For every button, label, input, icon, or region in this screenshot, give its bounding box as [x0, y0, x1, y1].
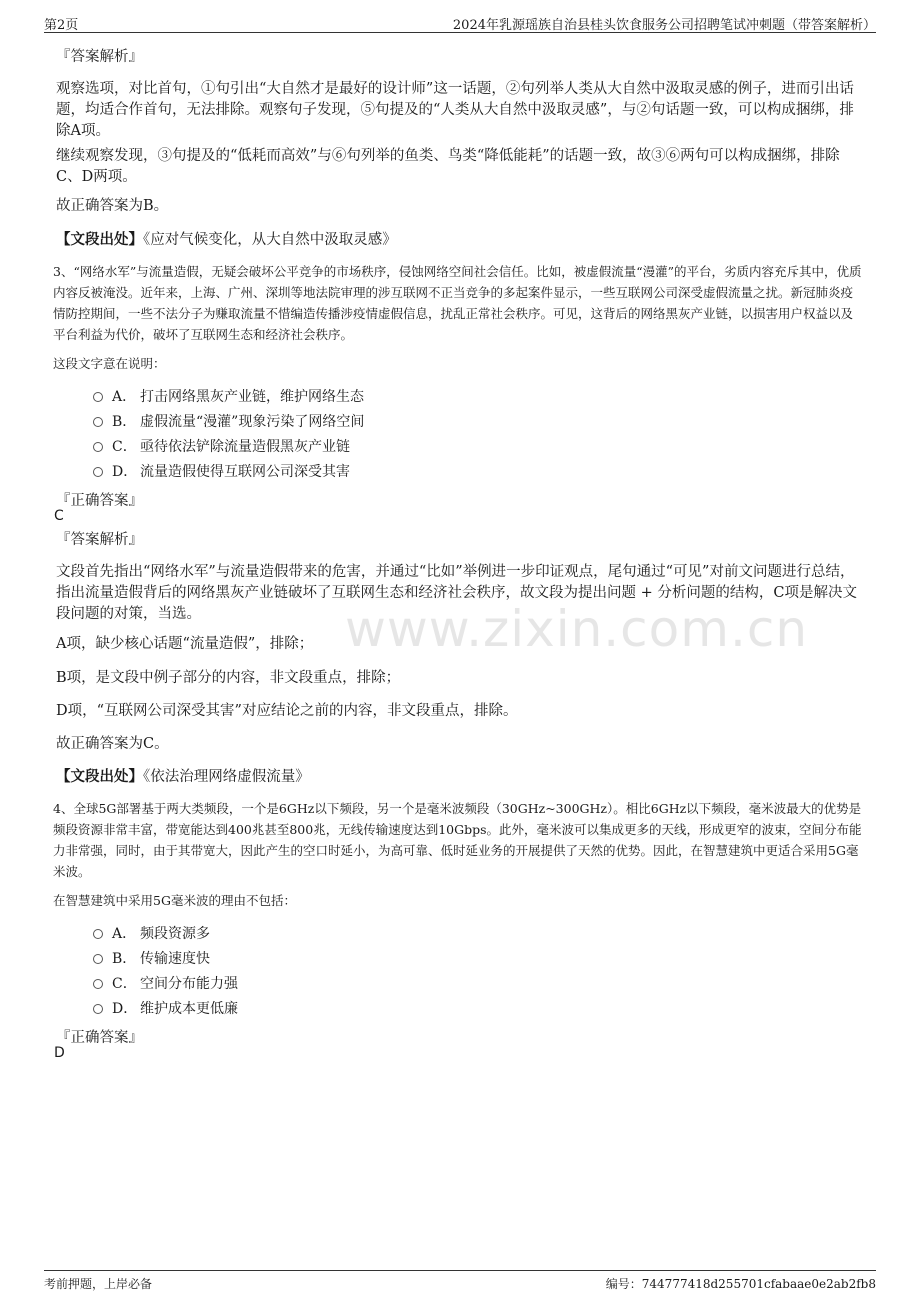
q3-option-c[interactable]: C． 亟待依法铲除流量造假黑灰产业链	[93, 436, 350, 458]
document-title: 2024年乳源瑶族自治县桂头饮食服务公司招聘笔试冲刺题（带答案解析）	[452, 18, 876, 33]
q4-question: 在智慧建筑中采用5G毫米波的理由不包括：	[53, 893, 296, 908]
q4-correct-answer: D	[54, 1045, 65, 1061]
q4-option-d[interactable]: D． 维护成本更低廉	[93, 998, 238, 1020]
page-header	[44, 12, 876, 33]
q3-analysis-a: A项，缺少核心话题“流量造假”，排除；	[56, 636, 314, 652]
q3-option-b[interactable]: B． 虚假流量“漫灌”现象污染了网络空间	[93, 411, 364, 433]
page-footer	[44, 1270, 876, 1293]
q2-analysis-para2: 继续观察发现，③句提及的“低耗而高效”与⑥句列举的鱼类、鸟类“降低能耗”的话题一致，故③⑥两句可以构成捆绑，排除C、D两项。	[56, 148, 840, 185]
q3-analysis-d: D项，“互联网公司深受其害”对应结论之前的内容，非文段重点，排除。	[56, 703, 518, 719]
q3-analysis-label: 『答案解析』	[56, 532, 143, 548]
q3-correct-answer: C	[54, 508, 64, 524]
q3-question: 这段文字意在说明：	[53, 356, 166, 371]
q3-passage: 3、“网络水军”与流量造假，无疑会破坏公平竞争的市场秩序，侵蚀网络空间社会信任。比如，被虚假流量“漫灌”的平台，劣质内容充斥其中，优质内容反被淹没。近年来，上海、广州、深圳等地法院审理的涉互联网不正当竞争的多起案件显示，一些互联网公司深受虚假流量之扰。新冠肺炎疫情防控期间，一些不法分子为赚取流量不惜编造传播涉疫情虚假信息，扰乱正常社会秩序。可见，这背后的网络黑灰产业链，以损害用户权益以及平台利益为代价，破坏了互联网生态和经济社会秩序。	[53, 264, 862, 342]
q3-correct-label: 『正确答案』	[56, 493, 143, 509]
q3-option-a[interactable]: A． 打击网络黑灰产业链，维护网络生态	[93, 386, 364, 408]
q4-option-b[interactable]: B． 传输速度快	[93, 948, 210, 970]
radio-icon[interactable]	[93, 392, 103, 402]
footer-serial: 编号：744777418d255701cfabaae0e2ab2fb8	[605, 1277, 876, 1291]
radio-icon[interactable]	[93, 929, 103, 939]
q3-source-title: 《依法治理网络虚假流量》	[143, 769, 310, 785]
footer-slogan: 考前押题，上岸必备	[44, 1277, 153, 1291]
q4-passage: 4、全球5G部署基于两大类频段，一个是6GHz以下频段，另一个是毫米波频段（30GHz~300GHz）。相比6GHz以下频段，毫米波最大的优势是频段资源非常丰富，带宽能达到400兆甚至800兆，无线传输速度达到10Gbps。此外，毫米波可以集成更多的天线，形成更窄的波束，空间分布能力非常强，同时，由于其带宽大，因此产生的空口时延小，为高可靠、低时延业务的开展提供了天然的优势。因此，在智慧建筑中更适合采用5G毫米波。	[53, 801, 862, 879]
q4-option-c[interactable]: C． 空间分布能力强	[93, 973, 238, 995]
page-number: 第2页	[44, 18, 79, 33]
q2-conclusion: 故正确答案为B。	[56, 198, 169, 214]
watermark: www.zixin.com.cn	[345, 600, 809, 658]
q4-option-a[interactable]: A． 频段资源多	[93, 923, 210, 945]
q3-conclusion: 故正确答案为C。	[56, 736, 169, 752]
q2-analysis-para1: 观察选项，对比首句，①句引出“大自然才是最好的设计师”这一话题，②句列举人类从大自然中汲取灵感的例子，进而引出话题，均适合作首句，无法排除。观察句子发现，⑤句提及的“人类从大自然中汲取灵感”，与②句话题一致，可以构成捆绑，排除A项。	[56, 81, 854, 139]
q2-source-label: 【文段出处】	[56, 231, 143, 248]
q3-analysis-b: B项，是文段中例子部分的内容，非文段重点，排除；	[56, 670, 401, 686]
radio-icon[interactable]	[93, 1004, 103, 1014]
q3-source	[56, 766, 310, 788]
radio-icon[interactable]	[93, 954, 103, 964]
q3-option-d[interactable]: D． 流量造假使得互联网公司深受其害	[93, 461, 350, 483]
radio-icon[interactable]	[93, 442, 103, 452]
q2-analysis-label: 『答案解析』	[56, 49, 143, 65]
q2-source-title: 《应对气候变化，从大自然中汲取灵感》	[143, 232, 397, 248]
q3-source-label: 【文段出处】	[56, 768, 143, 785]
q4-correct-label: 『正确答案』	[56, 1030, 143, 1046]
q2-source	[56, 229, 397, 251]
radio-icon[interactable]	[93, 467, 103, 477]
q3-analysis-para: 文段首先指出“网络水军”与流量造假带来的危害，并通过“比如”举例进一步印证观点，尾句通过“可见”对前文问题进行总结，指出流量造假背后的网络黑灰产业链破坏了互联网生态和经济社会秩序，故文段为提出问题 + 分析问题的结构，C项是解决文段问题的对策，当选。	[56, 564, 857, 622]
radio-icon[interactable]	[93, 417, 103, 427]
radio-icon[interactable]	[93, 979, 103, 989]
